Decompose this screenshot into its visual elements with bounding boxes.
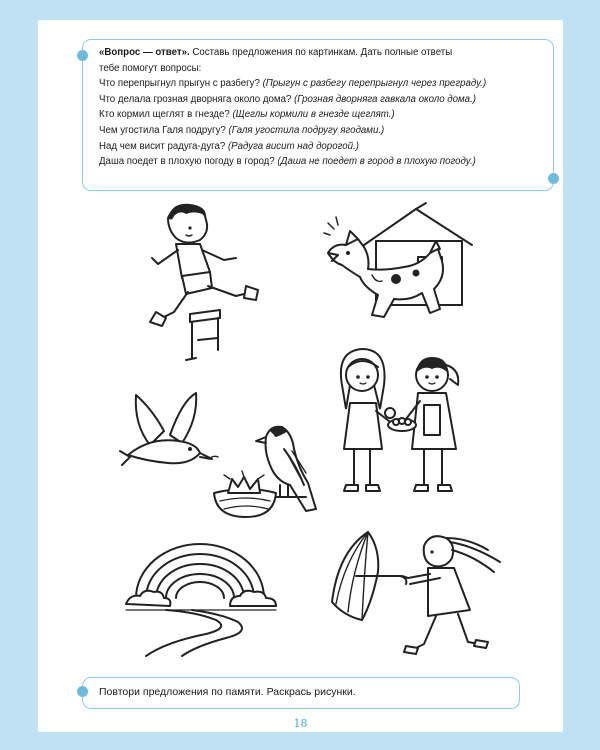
umbrella-icon <box>332 532 406 620</box>
question-line <box>99 154 544 170</box>
flying-bird-icon <box>120 393 218 465</box>
question-line <box>99 123 544 139</box>
rainbow-over-road-picture <box>126 538 281 658</box>
nest-with-chicks-icon <box>214 471 276 517</box>
question-line <box>99 92 544 108</box>
question: Что перепрыгнул прыгун с разбегу? <box>99 78 263 90</box>
task-title: «Вопрос — ответ». <box>99 47 190 58</box>
girl-in-wind-icon <box>402 536 500 654</box>
dog-barking-near-house-picture <box>324 205 499 355</box>
question: Даша поедет в плохую погоду в город? <box>99 156 278 168</box>
answer: (Грозная дворняга гавкала около дома.) <box>294 93 476 105</box>
task-instructions: Составь предложения по картинкам. Дать полные ответы <box>189 47 453 58</box>
task-box <box>82 39 554 191</box>
question: Чем угостила Галя подругу? <box>99 124 229 136</box>
hurdle-icon <box>186 310 220 360</box>
answer: (Щеглы кормили в гнезде щеглят.) <box>232 109 395 121</box>
boy-jumping-icon <box>150 204 258 326</box>
task2-text: Повтори предложения по памяти. Раскрась рисунки. <box>99 686 356 698</box>
question-line <box>99 107 544 123</box>
task-text <box>99 45 544 170</box>
answer: (Радуга висит над дорогой.) <box>227 140 359 152</box>
girls-sharing-berries-picture <box>332 345 472 505</box>
answer: (Даша не поедет в город в плохую погоду.) <box>277 156 476 168</box>
girl-with-umbrella-picture <box>328 532 503 657</box>
cloud-icon <box>126 591 276 606</box>
task-intro <box>99 45 544 61</box>
task-marker-dot <box>548 173 559 184</box>
answer: (Прыгун с разбегу перепрыгнул через преграду.) <box>262 78 487 90</box>
page-number: 18 <box>293 717 308 730</box>
task-marker-dot <box>77 50 88 61</box>
workbook-page <box>38 20 563 732</box>
question: Над чем висит радуга-дуга? <box>99 140 228 152</box>
answer: (Галя угостила подругу ягодами.) <box>228 124 385 136</box>
question-line <box>99 76 544 92</box>
road-icon <box>126 610 276 656</box>
rainbow-icon <box>136 544 264 598</box>
question: Кто кормил щеглят в гнезде? <box>99 109 233 121</box>
task2-marker-dot <box>77 686 88 697</box>
question: Что делала грозная дворняга около дома? <box>99 93 295 105</box>
task2-box <box>82 677 520 709</box>
question-line <box>99 139 544 155</box>
goldfinches-feeding-nest-picture <box>120 385 320 525</box>
boy-jumping-hurdle-picture <box>126 200 261 380</box>
task-instructions-2: тебе помогут вопросы: <box>99 62 202 74</box>
